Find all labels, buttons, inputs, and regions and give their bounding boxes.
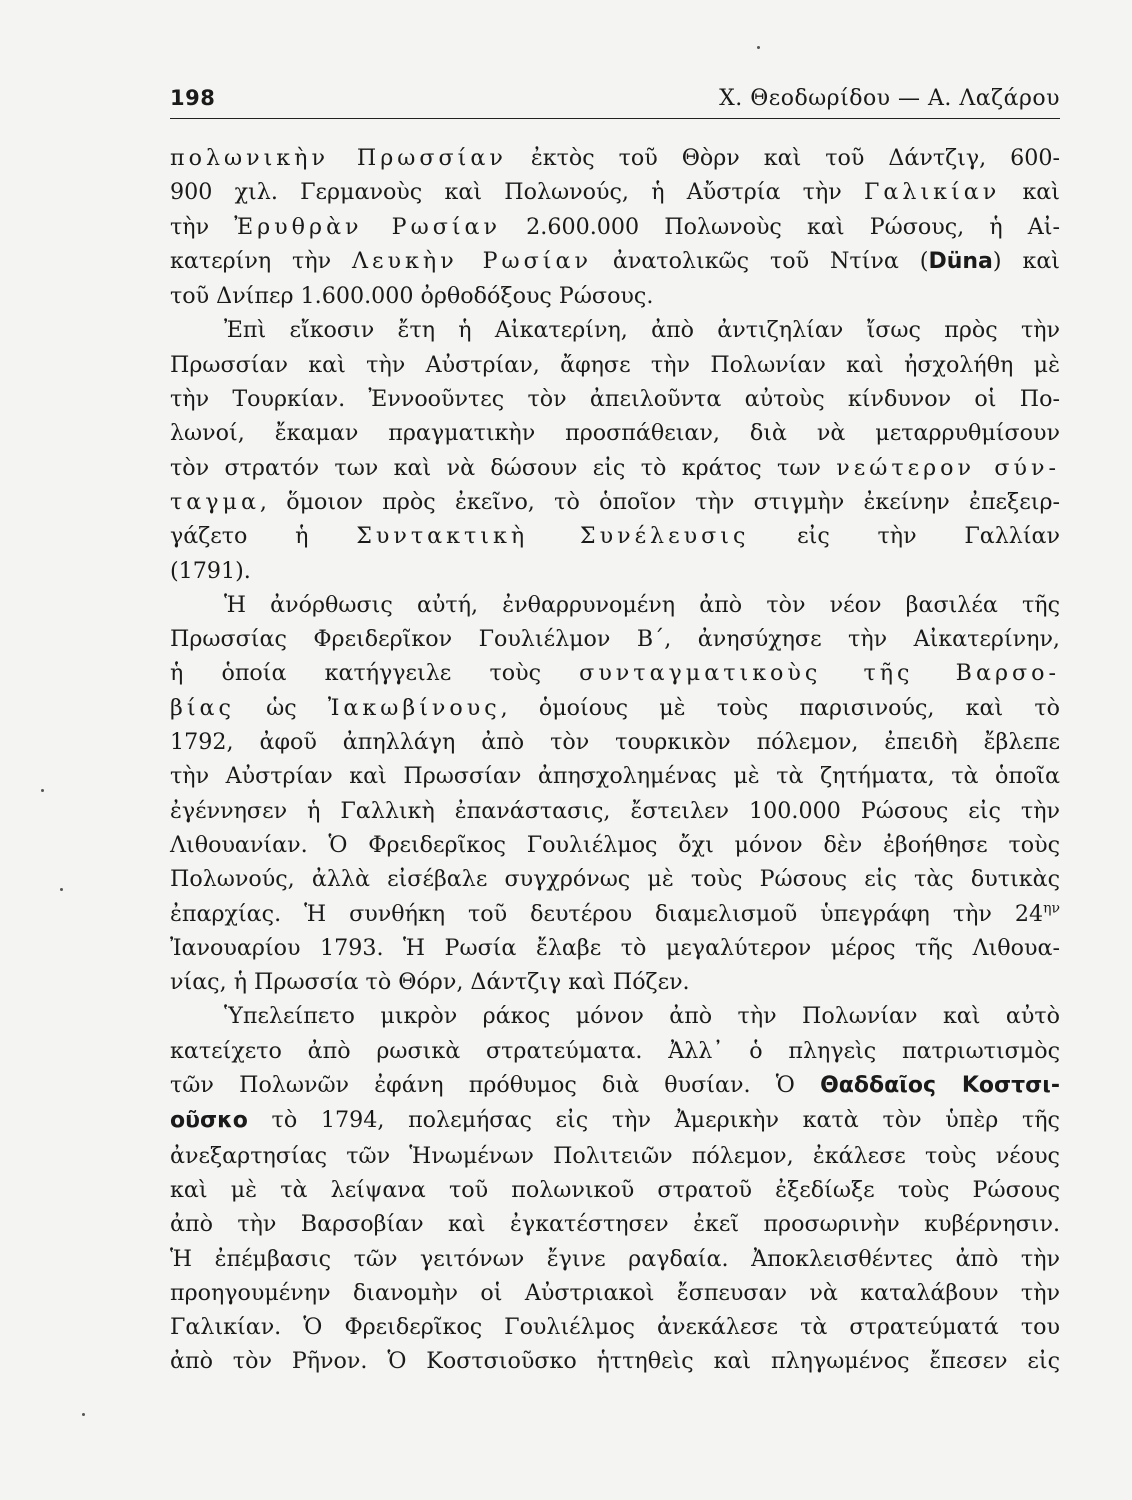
bold-text: Düna <box>928 248 993 274</box>
text-line: Γαλικίαν. Ὁ Φρειδερῖκος Γουλιέλμος ἀνεκάλεσε τὰ στρατεύματά του <box>170 1314 1060 1341</box>
spaced-text: συνταγματικοὺς τῆς Βαρσο- <box>579 660 1060 687</box>
text-line <box>170 451 1060 485</box>
bold-text: Θαδδαῖος Κοστσι- <box>820 1073 1061 1099</box>
text-line: Πρωσσίαν καὶ τὴν Αὐστρίαν, ἄφησε τὴν Πολωνίαν καὶ ἠσχολήθη μὲ <box>170 351 1060 378</box>
speck-mark <box>757 46 760 49</box>
text-line <box>170 519 1060 553</box>
line-text: ) καὶ <box>992 247 1061 274</box>
line-text: εἰς τὴν Γαλλίαν <box>749 523 1060 550</box>
text-line: Ἡ ἐπέμβασις τῶν γειτόνων ἔγινε ραγδαία. Ἀποκλεισθέντες ἀπὸ τὴν <box>170 1245 1060 1272</box>
running-title: Χ. Θεοδωρίδου — Α. Λαζάρου <box>719 86 1060 111</box>
spaced-text: Ἰακωβίνους <box>327 694 501 721</box>
text-line: καὶ μὲ τὰ λείψανα τοῦ πολωνικοῦ στρατοῦ ἐξεδίωξε τοὺς Ρώσους <box>170 1176 1060 1203</box>
speck-mark <box>82 1413 85 1416</box>
text-line: ἀπὸ τὴν Βαρσοβίαν καὶ ἐγκατέστησεν ἐκεῖ προσωρινὴν κυβέρνησιν. <box>170 1211 1060 1238</box>
spaced-text: Λευκὴν Ρωσίαν <box>352 247 592 274</box>
spaced-text: Ἐρυθρὰν Ρωσίαν <box>234 213 502 240</box>
text-line: κατείχετο ἀπὸ ρωσικὰ στρατεύματα. Ἀλλ᾽ ὁ πληγεὶς πατριωτισμὸς <box>170 1037 1060 1064</box>
text-line: ἀνεξαρτησίας τῶν Ἡνωμένων Πολιτειῶν πόλεμον, ἐκάλεσε τοὺς νέους <box>170 1142 1060 1169</box>
line-text: 2.600.000 Πολωνοὺς καὶ Ρώσους, ἡ Αἰ- <box>501 213 1060 240</box>
text-line: Ἡ ἀνόρθωσις αὐτή, ἐνθαρρυνομένη ἀπὸ τὸν νέον βασιλέα τῆς <box>224 591 1060 618</box>
bold-text: οῦσκο <box>170 1108 248 1134</box>
text-line <box>170 897 1060 931</box>
line-text: τὸν στρατόν των καὶ νὰ δώσουν εἰς τὸ κράτος των <box>170 454 837 481</box>
text-line: Ὑπελείπετο μικρὸν ράκος μόνον ἀπὸ τὴν Πολωνίαν καὶ αὐτὸ <box>224 1003 1060 1030</box>
spaced-text: νεώτερον σύν- <box>836 454 1060 481</box>
text-line: Λιθουανίαν. Ὁ Φρειδερῖκος Γουλιέλμος ὄχι μόνον δὲν ἐβοήθησε τοὺς <box>170 831 1060 858</box>
line-text: ἐκτὸς τοῦ Θὸρν καὶ τοῦ Δάντζιγ, 600- <box>506 145 1060 171</box>
line-text: ὡς <box>234 694 328 721</box>
text-line: τοῦ Δνίπερ 1.600.000 ὀρθοδόξους Ρώσους. <box>170 283 654 310</box>
line-text: , ὅμοιον πρὸς ἐκεῖνο, τὸ ὁποῖον τὴν στιγμὴν ἐκείνην ἐπεξειρ- <box>259 488 1060 515</box>
text-line <box>170 1103 1060 1138</box>
text-line <box>170 141 1060 175</box>
page-number: 198 <box>170 86 216 110</box>
line-text: τῶν Πολωνῶν ἐφάνη πρόθυμος διὰ θυσίαν. Ὁ <box>170 1072 821 1099</box>
text-line: λωνοί, ἔκαμαν πραγματικὴν προσπάθειαν, διὰ νὰ μεταρρυθμίσουν <box>170 420 1060 447</box>
line-text: γάζετο ἡ <box>170 523 357 550</box>
text-line <box>170 210 1060 244</box>
line-text: ἡ ὁποία κατήγγειλε τοὺς <box>170 660 580 687</box>
superscript: ην <box>1043 900 1060 917</box>
text-line <box>170 656 1060 690</box>
text-line: ἀπὸ τὸν Ρῆνον. Ὁ Κοστσιοῦσκο ἡττηθεὶς καὶ πληγωμένος ἔπεσεν εἰς <box>170 1348 1060 1375</box>
spaced-text: πολωνικὴν Πρωσσίαν <box>170 145 507 171</box>
line-text: , ὁμοίους μὲ τοὺς παρισινούς, καὶ τὸ <box>500 694 1061 721</box>
line-text: κατερίνη τὴν <box>170 247 353 274</box>
text-line <box>170 485 1060 519</box>
speck-mark <box>41 789 44 792</box>
book-page <box>170 86 1060 1379</box>
spaced-text: Γαλικίαν <box>864 179 1001 206</box>
line-text: τὸ 1794, πολεμήσας εἰς τὴν Ἀμερικὴν κατὰ τὸν ὑπὲρ τῆς <box>247 1107 1060 1134</box>
speck-mark <box>60 888 63 891</box>
text-line: τὴν Αὐστρίαν καὶ Πρωσσίαν ἀπησχολημένας μὲ τὰ ζητήματα, τὰ ὁποῖα <box>170 763 1060 790</box>
text-line: νίας, ἡ Πρωσσία τὸ Θόρν, Δάντζιγ καὶ Πόζεν. <box>170 969 690 996</box>
text-line <box>170 691 1060 725</box>
text-line: 1792, ἀφοῦ ἀπηλλάγη ἀπὸ τὸν τουρκικὸν πόλεμον, ἐπειδὴ ἔβλεπε <box>170 729 1060 756</box>
text-line: ἐγέννησεν ἡ Γαλλικὴ ἐπανάστασις, ἔστειλεν 100.000 Ρώσους εἰς τὴν <box>170 797 1060 824</box>
text-line: προηγουμένην διανομὴν οἱ Αὐστριακοὶ ἔσπευσαν νὰ καταλάβουν τὴν <box>170 1279 1060 1306</box>
text-line <box>170 1068 1060 1103</box>
line-text: καὶ <box>1000 179 1060 206</box>
text-line: τὴν Τουρκίαν. Ἐννοοῦντες τὸν ἀπειλοῦντα αὐτοὺς κίνδυνον οἱ Πο- <box>170 386 1060 413</box>
page-body <box>170 141 1060 1379</box>
text-line <box>170 244 1060 279</box>
spaced-text: Συντακτικὴ Συνέλευσις <box>356 523 750 550</box>
text-line: Πρωσσίας Φρειδερῖκον Γουλιέλμον Β΄, ἀνησύχησε τὴν Αἰκατερίνην, <box>170 626 1060 653</box>
text-line: (1791). <box>170 557 251 584</box>
page-header <box>170 86 1060 119</box>
text-line: Ἰανουαρίου 1793. Ἡ Ρωσία ἔλαβε τὸ μεγαλύτερον μέρος τῆς Λιθουα- <box>170 934 1060 961</box>
text-line: Ἐπὶ εἴκοσιν ἔτη ἡ Αἰκατερίνη, ἀπὸ ἀντιζηλίαν ἴσως πρὸς τὴν <box>224 317 1060 344</box>
line-text: 900 χιλ. Γερμανοὺς καὶ Πολωνούς, ἡ Αὔστρία τὴν <box>170 179 864 206</box>
line-text: ἐπαρχίας. Ἡ συνθήκη τοῦ δευτέρου διαμελισμοῦ ὑπεγράφη τὴν 24 <box>170 900 1044 927</box>
spaced-text: ταγμα <box>170 488 260 515</box>
spaced-text: βίας <box>170 694 235 721</box>
line-text: ἀνατολικῶς τοῦ Ντίνα ( <box>591 247 929 274</box>
line-text: τὴν <box>170 213 235 240</box>
text-line: Πολωνούς, ἀλλὰ εἰσέβαλε συγχρόνως μὲ τοὺς Ρώσους εἰς τὰς δυτικὰς <box>170 866 1060 893</box>
text-line <box>170 175 1060 209</box>
